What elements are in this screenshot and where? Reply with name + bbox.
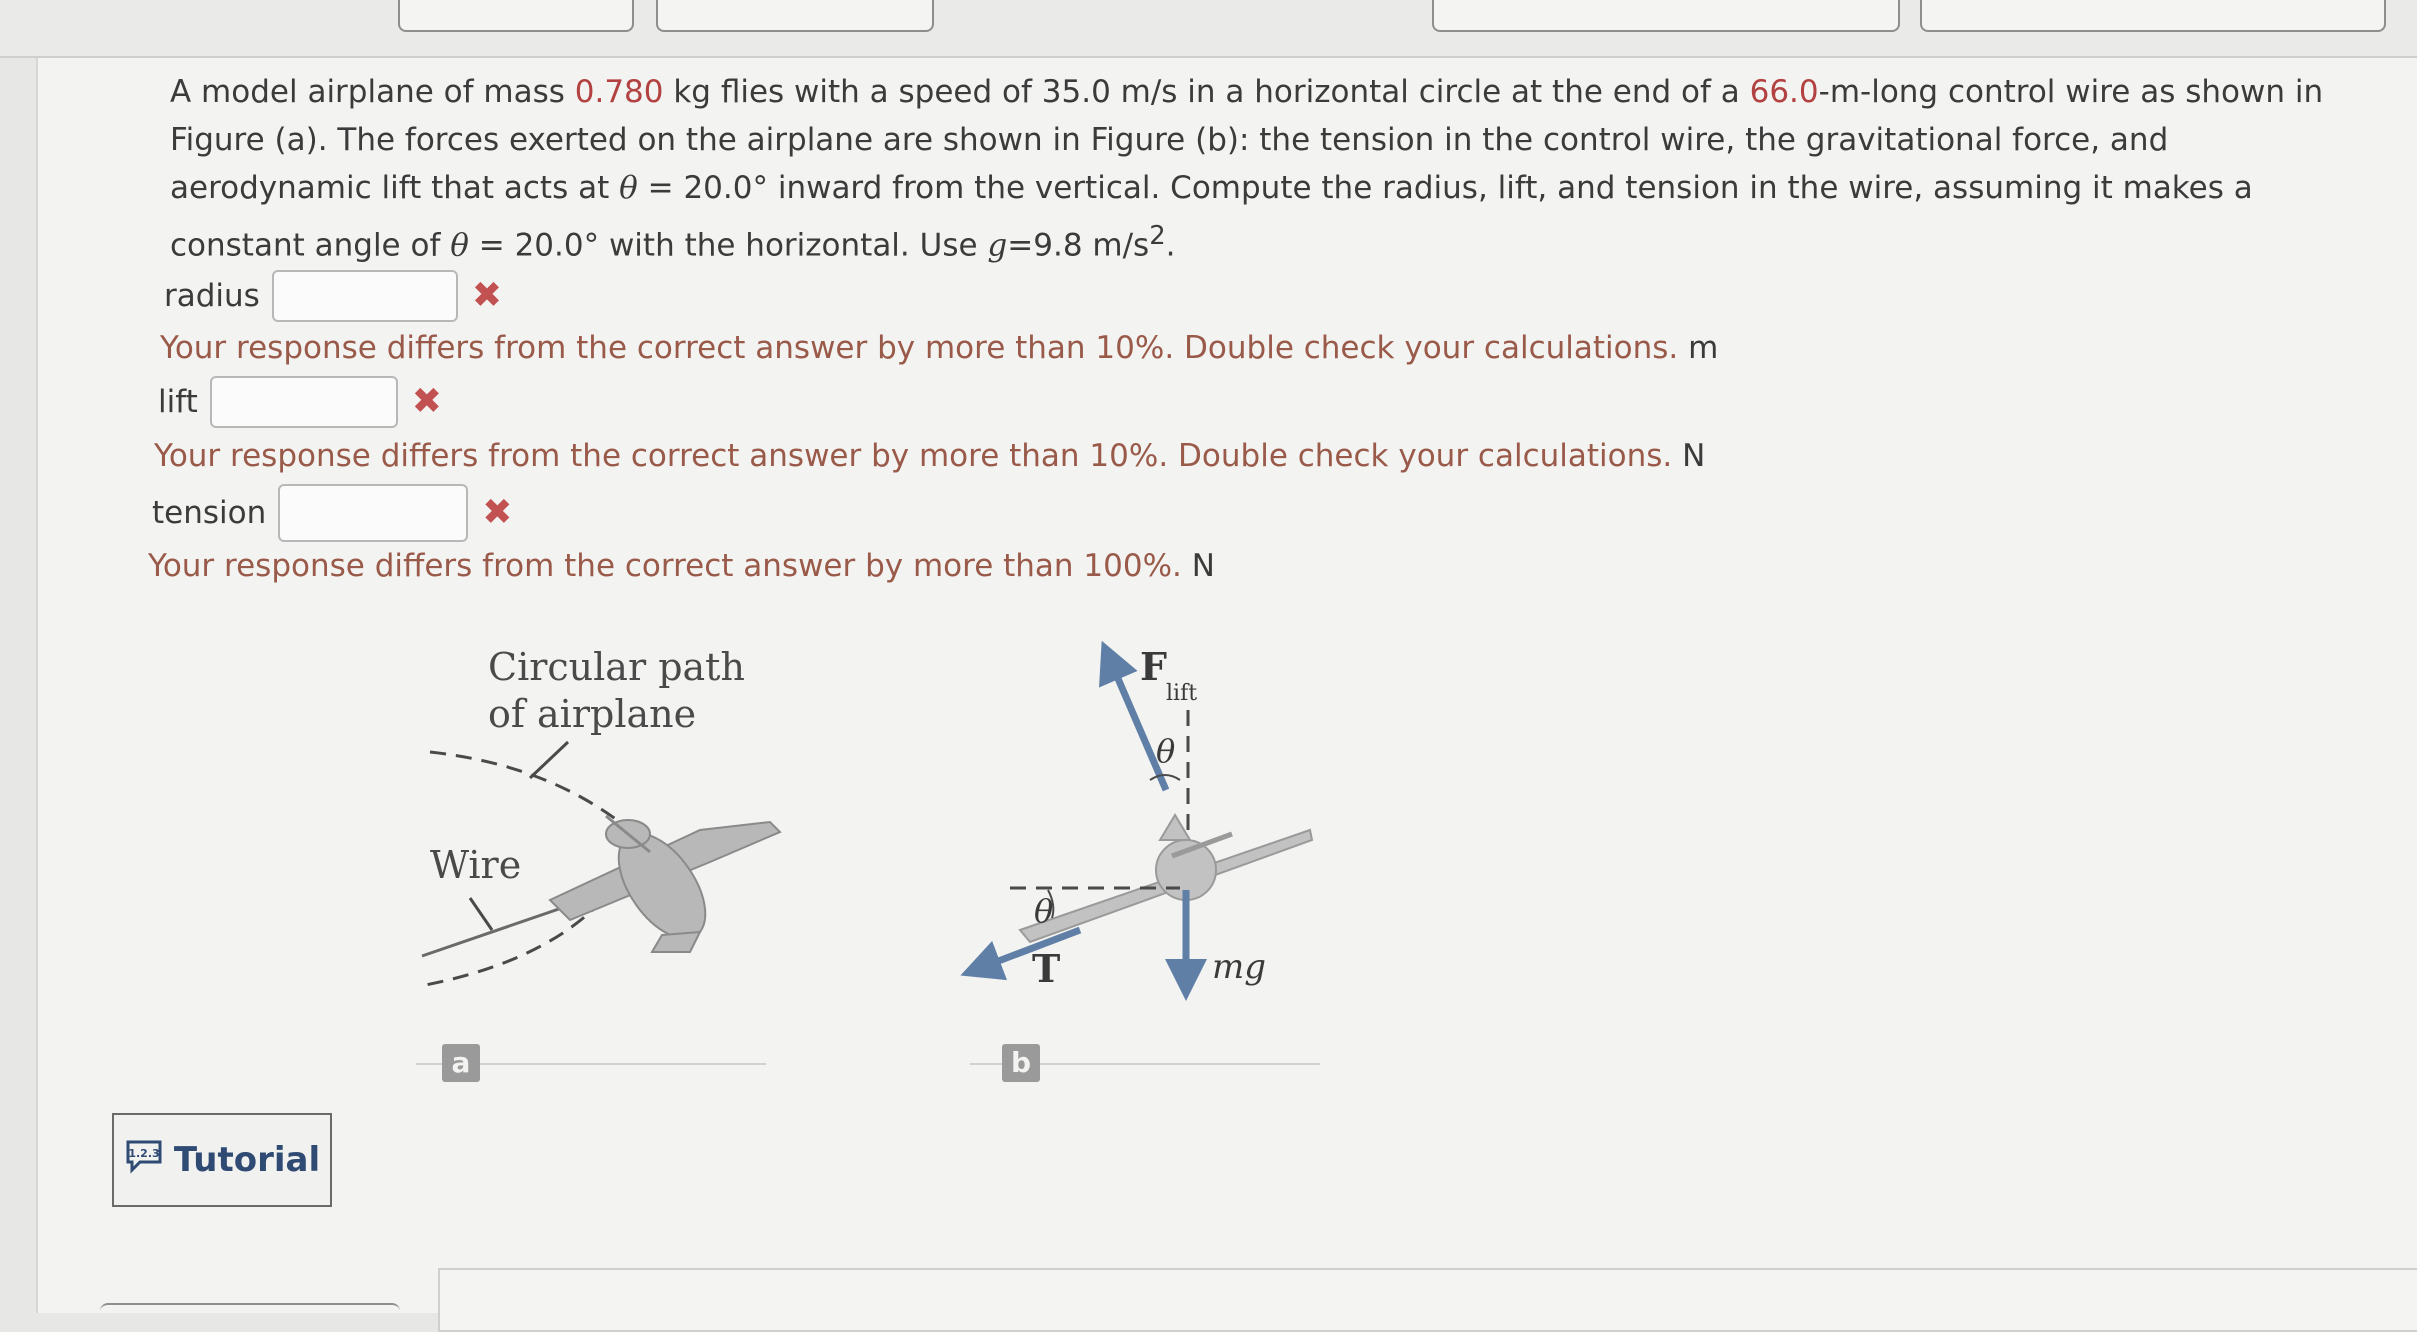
weight-symbol: mg bbox=[1212, 947, 1267, 987]
lift-symbol: F bbox=[1140, 644, 1167, 689]
top-toolbar bbox=[0, 0, 2417, 58]
mass-value: 0.780 bbox=[574, 74, 664, 110]
problem-text: = 20.0° inward from the vertical. Compute the radius, lift, and tension in the wire, assuming it makes a constant angle of bbox=[170, 170, 2253, 264]
lift-label: lift bbox=[158, 384, 198, 420]
figure-b-drawing bbox=[960, 630, 1360, 1090]
bottom-panel bbox=[438, 1268, 2417, 1332]
radius-feedback bbox=[160, 330, 1718, 366]
theta-top-label: θ bbox=[1156, 732, 1176, 770]
feedback-text: Your response differs from the correct answer by more than 10%. Double check your calculations. bbox=[154, 438, 1673, 474]
lift-subscript: lift bbox=[1166, 681, 1198, 706]
wire-length-value: 66.0 bbox=[1749, 74, 1819, 110]
toolbar-button-2[interactable] bbox=[656, 0, 934, 32]
x-mark-icon: ✖ bbox=[411, 381, 442, 422]
feedback-text: Your response differs from the correct answer by more than 10%. Double check your calculations. bbox=[160, 330, 1679, 366]
tension-feedback bbox=[148, 548, 1215, 584]
tutorial-label: Tutorial bbox=[173, 1140, 321, 1180]
bottom-button-edge[interactable] bbox=[100, 1303, 400, 1325]
toolbar-button-4[interactable] bbox=[1920, 0, 2386, 32]
problem-statement bbox=[170, 68, 2370, 269]
theta-left-label: θ bbox=[1034, 892, 1054, 930]
radius-label: radius bbox=[164, 278, 260, 314]
tutorial-icon-text: 1.2.3 bbox=[128, 1146, 160, 1160]
figure-a-drawing bbox=[400, 630, 800, 1090]
problem-text: -m-long control wire as shown in Figure (a). The forces exerted on the airplane are shown in Figure (b): the tension in the control wire, the gravitational force, and aerodynamic lift that acts at bbox=[170, 74, 2324, 206]
lift-row bbox=[158, 376, 442, 428]
lift-input[interactable] bbox=[210, 376, 398, 428]
exponent: 2 bbox=[1149, 221, 1166, 251]
lift-feedback bbox=[154, 438, 1705, 474]
figure-b-tag: b bbox=[1002, 1044, 1040, 1082]
theta-symbol: θ bbox=[450, 227, 469, 264]
problem-text: A model airplane of mass bbox=[170, 74, 575, 110]
figure-b bbox=[960, 630, 1360, 1090]
radius-row bbox=[164, 270, 502, 322]
radius-input[interactable] bbox=[272, 270, 458, 322]
airplane-icon bbox=[550, 816, 780, 954]
problem-text: kg flies with a speed of 35.0 m/s in a horizontal circle at the end of a bbox=[663, 74, 1750, 110]
problem-text: = 20.0° with the horizontal. Use bbox=[468, 227, 988, 264]
x-mark-icon: ✖ bbox=[482, 492, 513, 533]
g-symbol: g bbox=[987, 227, 1008, 264]
path-label-line2: of airplane bbox=[488, 692, 697, 736]
theta-symbol: θ bbox=[619, 170, 638, 206]
wire-label-pointer bbox=[470, 898, 492, 930]
figure-a bbox=[400, 630, 800, 1090]
tension-symbol: T bbox=[1032, 946, 1061, 991]
toolbar-button-1[interactable] bbox=[398, 0, 634, 32]
toolbar-button-3[interactable] bbox=[1432, 0, 1900, 32]
tension-unit: N bbox=[1191, 548, 1215, 584]
airplane-front-icon bbox=[1020, 815, 1312, 942]
lift-unit: N bbox=[1682, 438, 1706, 474]
circular-path-upper bbox=[430, 752, 630, 830]
chat-bubble-icon bbox=[124, 1138, 164, 1183]
tutorial-button[interactable] bbox=[112, 1113, 332, 1207]
radius-unit: m bbox=[1688, 330, 1719, 366]
tension-label: tension bbox=[152, 495, 267, 531]
feedback-text: Your response differs from the correct answer by more than 100%. bbox=[148, 548, 1182, 584]
x-mark-icon: ✖ bbox=[471, 275, 503, 316]
path-label-pointer bbox=[530, 742, 568, 778]
tension-row bbox=[152, 484, 512, 542]
problem-text: =9.8 m/s bbox=[1007, 227, 1150, 264]
problem-text: . bbox=[1165, 227, 1176, 264]
figure-a-tag: a bbox=[442, 1044, 480, 1082]
path-label-line1: Circular path bbox=[488, 645, 745, 689]
tension-input[interactable] bbox=[278, 484, 468, 542]
wire-label: Wire bbox=[430, 843, 522, 887]
